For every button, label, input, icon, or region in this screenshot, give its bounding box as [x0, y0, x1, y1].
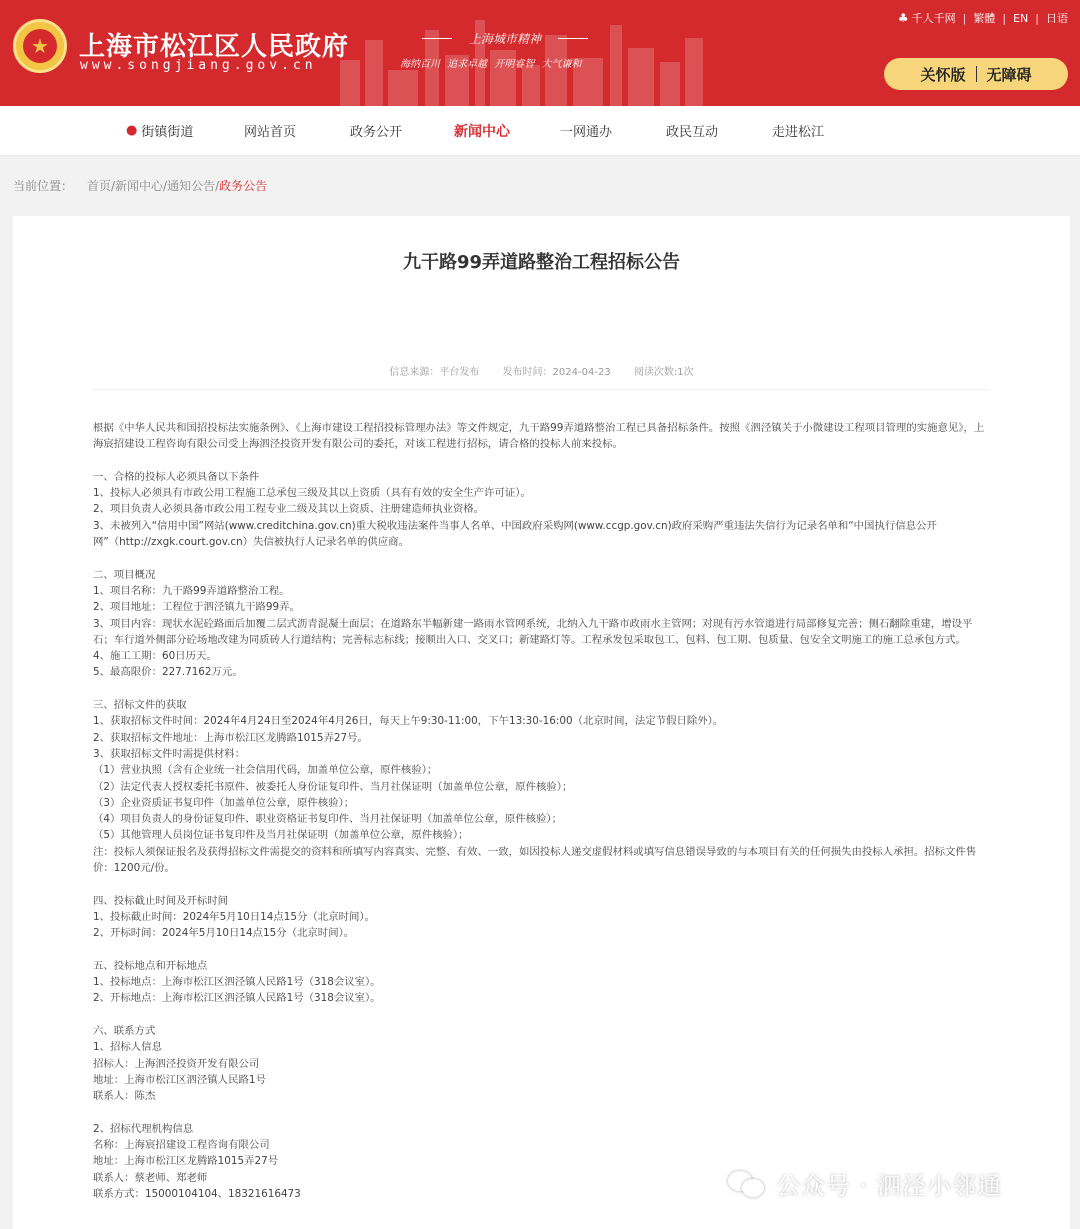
article-paragraph: 2、项目负责人必须具备市政公用工程专业二级及其以上资质、注册建造师执业资格。: [93, 503, 485, 516]
article-paragraph: 根据《中华人民共和国招投标法实施条例》、《上海市建设工程招投标管理办法》等文件规定，九干路99弄道路整治工程已具备招标条件。按照《泗泾镇关于小微建设工程项目管理的实施意见》，上海宸招建设工程咨询有限公司受上海泗泾投资开发有限公司的委托，对该工程进行招标，请合格的投标人前来投标。: [93, 422, 985, 451]
nav-item-streets[interactable]: [126, 121, 244, 140]
meta-divider: [93, 389, 990, 390]
spirit-line: 海纳百川 追求卓越 开明睿智 大气谦和: [400, 59, 582, 70]
divider: |: [1002, 11, 1007, 25]
wechat-watermark: [728, 1166, 1002, 1201]
article-paragraph: 地址：上海市松江区泗泾镇人民路1号: [93, 1073, 266, 1086]
paragraph-gap: [93, 681, 988, 697]
divider: |: [962, 11, 967, 25]
nav-item-interaction[interactable]: 政民互动: [666, 125, 719, 140]
watermark-text: 公众号 · 泗泾小邻通: [776, 1172, 1002, 1200]
article-paragraph: 注：投标人须保证报名及获得招标文件需提交的资料和所填写内容真实、完整、有效、一致，如因投标人递交虚假材料或填写信息错误导致的与本项目有关的任何损失由投标人承担。招标文件售价：1200元/份。: [93, 845, 977, 875]
article-paragraph: 2、招标代理机构信息: [93, 1122, 194, 1135]
spirit-title: 上海城市精神: [400, 30, 610, 47]
link-traditional-chinese[interactable]: 繁體: [973, 12, 996, 25]
article-paragraph: 3、获取招标文件时需提供材料：: [93, 747, 246, 760]
article-panel: [13, 216, 1070, 1229]
article-paragraph: 1、投标人必须具有市政公用工程施工总承包三级及其以上资质（具有有效的安全生产许可证）。: [93, 487, 531, 500]
people-icon: ♣: [897, 11, 909, 25]
article-paragraph: （3）企业资质证书复印件（加盖单位公章，原件核验）；: [93, 796, 355, 809]
wechat-icon: [728, 1169, 766, 1199]
top-links: [898, 10, 1068, 26]
article-paragraph: 5、最高限价：227.7162万元。: [93, 666, 243, 679]
link-label: 千人千网: [911, 12, 956, 25]
article-paragraph: 1、获取招标文件时间：2024年4月24日至2024年4月26日，每天上午9:30-11:00，下午13:30-16:00（北京时间，法定节假日除外）。: [93, 715, 724, 728]
article-paragraph: 二、项目概况: [93, 568, 156, 581]
article-paragraph: 2、开标地点：上海市松江区泗泾镇人民路1号（318会议室）。: [93, 992, 381, 1005]
divider: |: [1035, 11, 1039, 25]
site-title[interactable]: 上海市松江区人民政府: [79, 32, 350, 62]
paragraph-gap: [93, 942, 988, 958]
article-paragraph: 地址：上海市松江区龙腾路1015弄27号: [93, 1155, 279, 1168]
accessibility-box: [884, 58, 1068, 90]
link-japanese[interactable]: 日语: [1046, 12, 1068, 25]
paragraph-gap: [93, 1007, 988, 1023]
article-date: 发布时间：2024-04-23: [502, 367, 611, 378]
article-paragraph: 1、投标地点：上海市松江区泗泾镇人民路1号（318会议室）。: [93, 976, 381, 989]
article-paragraph: 招标人：上海泗泾投资开发有限公司: [93, 1057, 260, 1070]
article-paragraph: 3、未被列入“信用中国”网站(www.creditchina.gov.cn)重大税收违法案件当事人名单、中国政府采购网(www.ccgp.gov.cn)政府采购严重违法失信行为记录名单和“中国执行信息公开网”（http://zxgk.court.gov.cn）失信被执行人记录名单的供应商。: [93, 519, 937, 549]
article-paragraph: 联系人：陈杰: [93, 1090, 156, 1103]
article-paragraph: 1、投标截止时间：2024年5月10日14点15分（北京时间）。: [93, 910, 375, 923]
nav-item-online-services[interactable]: 一网通办: [560, 125, 613, 140]
site-url: www.songjiang.gov.cn: [80, 58, 317, 73]
paragraph-gap: [93, 876, 988, 892]
article-paragraph: 联系方式：15000104104、18321616473: [93, 1187, 301, 1200]
breadcrumb: [0, 156, 1080, 214]
link-qianrenqianwang[interactable]: [898, 10, 956, 26]
article-views: 阅读次数:1次: [633, 367, 694, 378]
article-paragraph: （4）项目负责人的身份证复印件、职业资格证书复印件、当月社保证明（加盖单位公章，原件核验）；: [93, 813, 562, 826]
nav-item-home[interactable]: 网站首页: [244, 125, 297, 140]
breadcrumb-path[interactable]: 首页/新闻中心/通知公告/: [87, 178, 220, 193]
star-icon: ★: [23, 29, 57, 63]
article-paragraph: 2、获取招标文件地址：上海市松江区龙腾路1015弄27号。: [93, 731, 368, 744]
article-paragraph: 2、开标时间：2024年5月10日14点15分（北京时间）。: [93, 927, 355, 940]
nav-label: 街镇街道: [141, 125, 194, 140]
breadcrumb-current[interactable]: 政务公告: [219, 178, 268, 193]
main-nav: [0, 106, 1080, 156]
divider: [976, 66, 977, 82]
site-header: [0, 0, 1080, 106]
article-paragraph: 四、投标截止时间及开标时间: [93, 894, 229, 907]
link-english[interactable]: EN: [1013, 11, 1029, 25]
article-paragraph: （1）营业执照（含有企业统一社会信用代码，加盖单位公章，原件核验）；: [93, 764, 438, 777]
article-paragraph: 3、项目内容：现状水泥砼路面后加覆二层式沥青混凝土面层；在道路东半幅新建一路雨水管网系统，北纳入九干路市政雨水主管网；对现有污水管道进行局部修复完善；侧石翻除重建，增设平石；车行道外侧部分砼场地改建为同质砖人行道结构；完善标志标线；接顺出入口、交叉口；新建路灯等。工程承发包采取包工、包料、包工期、包质量、包安全文明施工的施工总承包方式。: [93, 617, 973, 646]
article-paragraph: 一、合格的投标人必须具备以下条件: [93, 470, 260, 483]
article-meta: [13, 363, 1070, 378]
paragraph-gap: [93, 1104, 988, 1120]
nav-item-about-songjiang[interactable]: 走进松江: [772, 125, 825, 140]
accessibility-button[interactable]: 无障碍: [986, 65, 1032, 84]
article-body: [93, 420, 988, 1202]
national-emblem-logo[interactable]: [13, 19, 67, 73]
breadcrumb-label: 当前位置：: [13, 178, 74, 193]
nav-item-government-affairs[interactable]: 政务公开: [350, 125, 403, 140]
article-paragraph: 2、项目地址：工程位于泗泾镇九干路99弄。: [93, 601, 300, 614]
article-paragraph: 名称：上海宸招建设工程咨询有限公司: [93, 1139, 270, 1152]
nav-item-news-center[interactable]: 新闻中心: [454, 123, 510, 140]
article-paragraph: 联系人：蔡老师、郑老师: [93, 1171, 208, 1184]
care-mode-button[interactable]: 关怀版: [920, 65, 966, 84]
article-paragraph: 1、项目名称：九干路99弄道路整治工程。: [93, 584, 290, 597]
paragraph-gap: [93, 453, 988, 469]
article-paragraph: 五、投标地点和开标地点: [93, 959, 208, 972]
article-paragraph: 4、施工工期：60日历天。: [93, 650, 217, 663]
article-paragraph: 三、招标文件的获取: [93, 699, 187, 712]
article-paragraph: （2）法定代表人授权委托书原件、被委托人身份证复印件、当月社保证明（加盖单位公章，原件核验）；: [93, 780, 573, 793]
city-spirit: [400, 30, 610, 70]
article-paragraph: 六、联系方式: [93, 1024, 156, 1037]
article-paragraph: 1、招标人信息: [93, 1041, 162, 1054]
article-title: 九干路99弄道路整治工程招标公告: [402, 252, 681, 273]
article-source: 信息来源：平台发布: [389, 367, 480, 378]
paragraph-gap: [93, 550, 988, 566]
article-paragraph: （5）其他管理人员岗位证书复印件及当月社保证明（加盖单位公章，原件核验）；: [93, 829, 469, 842]
location-pin-icon: ●: [126, 123, 138, 138]
